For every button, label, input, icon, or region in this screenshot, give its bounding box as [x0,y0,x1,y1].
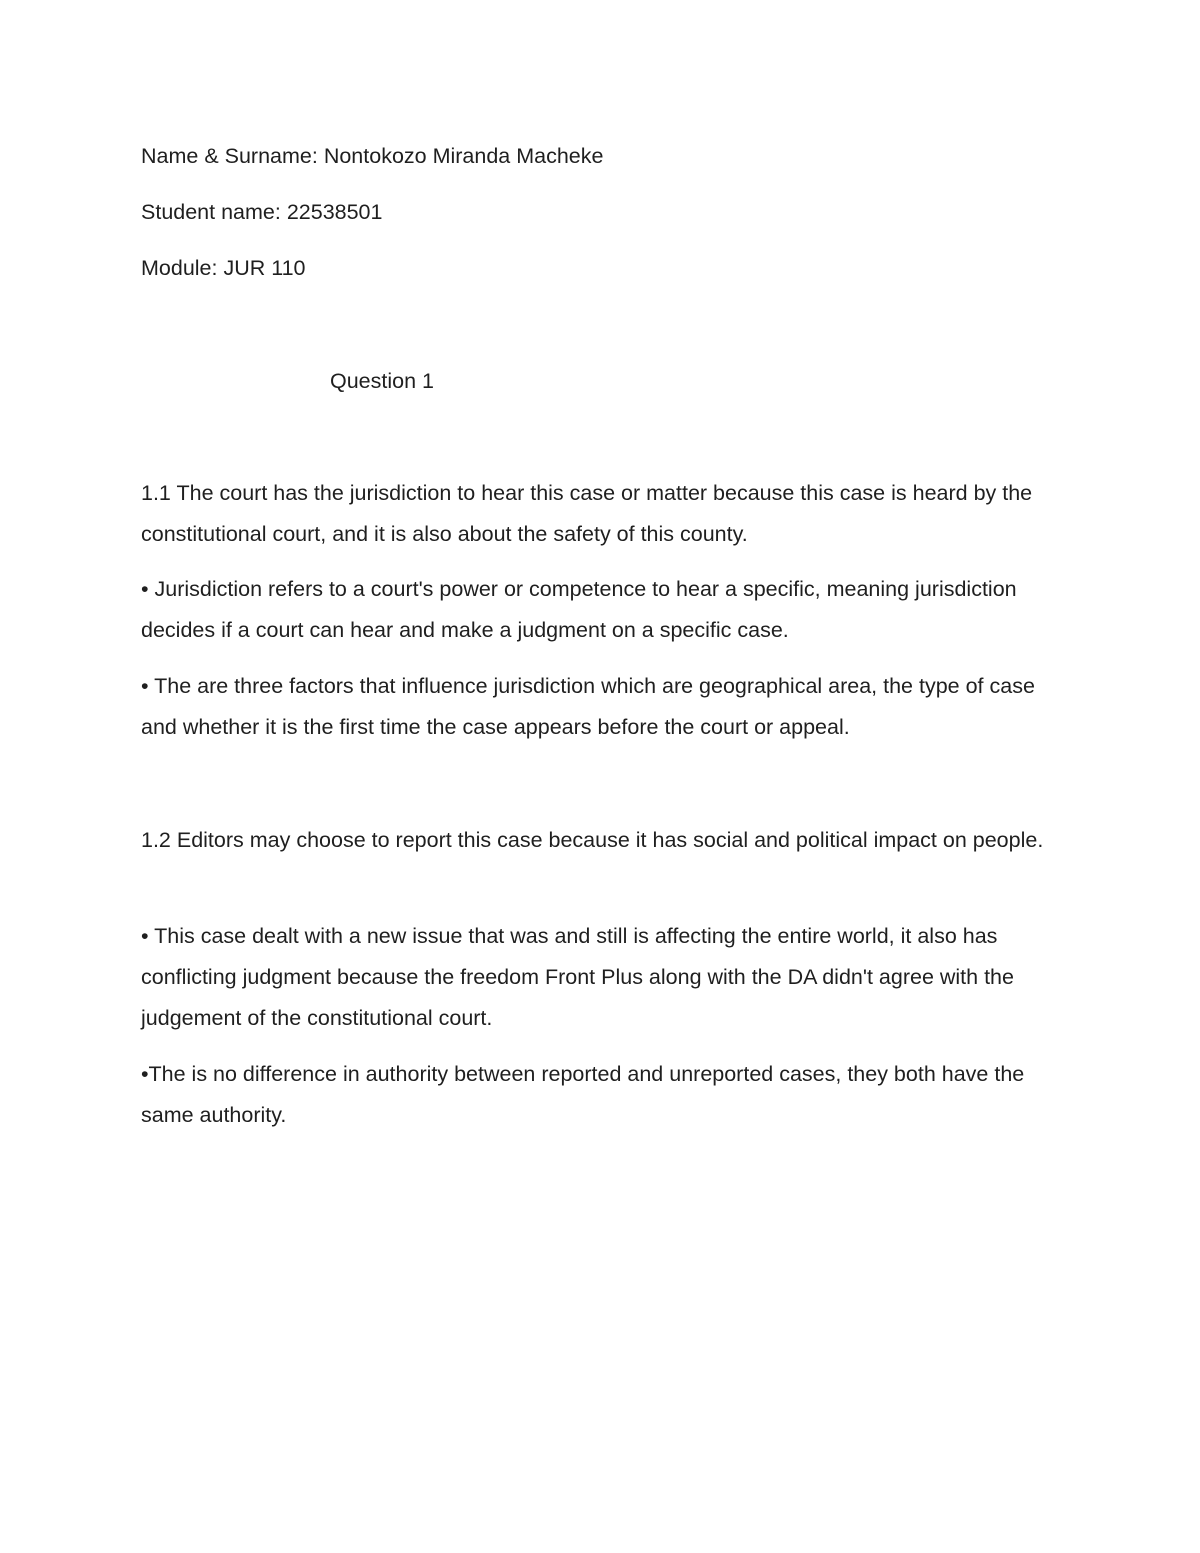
name-surname-line: Name & Surname: Nontokozo Miranda Macheke [141,144,604,168]
answer-1-1-bullet-1: • Jurisdiction refers to a court's power or competence to hear a specific, meaning jurisdiction decides if a court can hear and make a judgment on a specific case. [141,577,1017,642]
module-line: Module: JUR 110 [141,256,306,280]
student-number-line: Student name: 22538501 [141,200,383,224]
answer-1-1-bullet-2: • The are three factors that influence jurisdiction which are geographical area, the type of case and whether it is the first time the case appears before the court or appeal. [141,674,1035,739]
answer-1-2-bullet-1: • This case dealt with a new issue that was and still is affecting the entire world, it also has conflicting judgment because the freedom Front Plus along with the DA didn't agree with the judgement of the constitutional court. [141,924,1014,1030]
question-heading: Question 1 [330,369,434,393]
answer-1-2-bullet-2: •The is no difference in authority between reported and unreported cases, they both have the same authority. [141,1062,1025,1127]
answer-1-1: 1.1 The court has the jurisdiction to hear this case or matter because this case is heard by the constitutional court, and it is also about the safety of this county. [141,481,1033,546]
answer-1-2: 1.2 Editors may choose to report this case because it has social and political impact on people. [141,828,1044,852]
